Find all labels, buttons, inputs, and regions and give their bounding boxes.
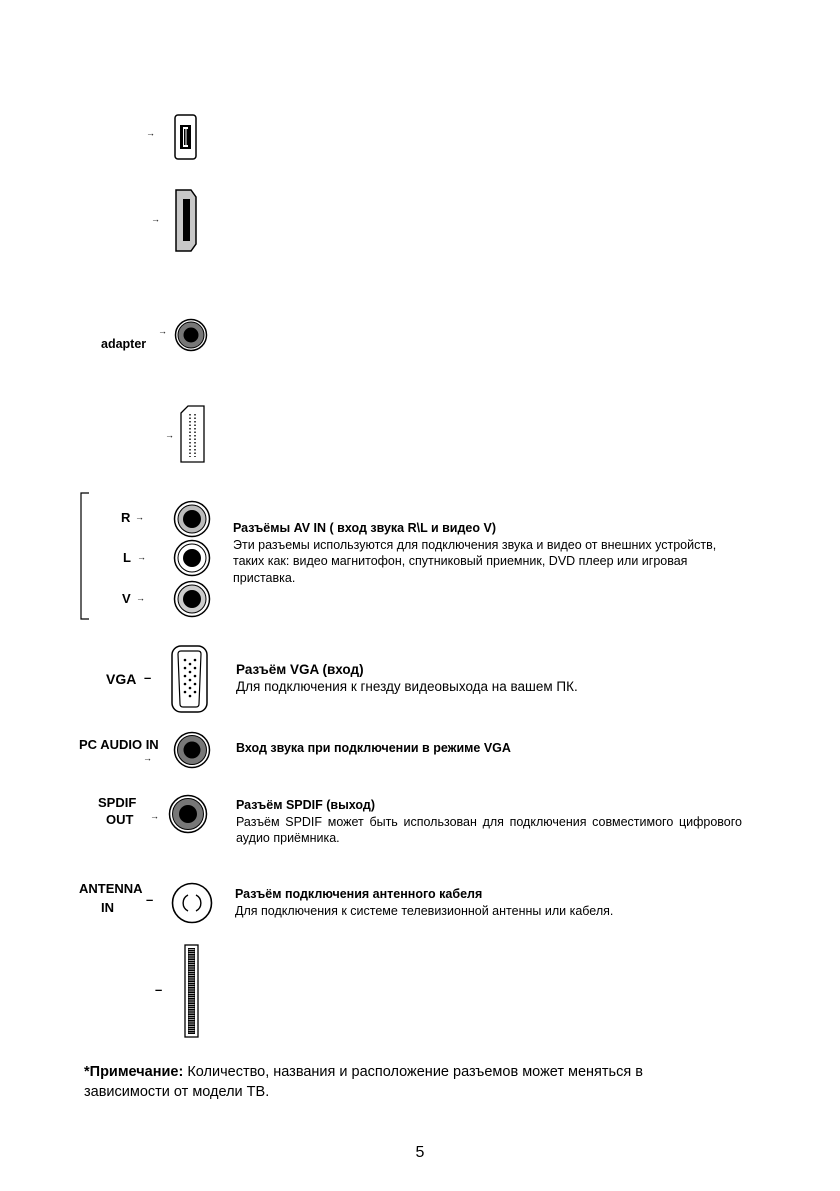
av-r-jack-icon [173,500,211,538]
footnote-prefix: *Примечание: [84,1064,184,1080]
vga-title: Разъём VGA (вход) [236,662,364,677]
av-in-body: Эти разъемы используются для подключения звука и видео от внешних устройств, таких как: видео магнитофон, спутниковый приемник, DVD плеер или игровая приставка. [233,537,717,585]
antenna-dash: – [146,892,154,907]
adapter-arrow: → [158,326,167,336]
page-number: 5 [415,1144,425,1161]
av-l-jack-icon [173,539,211,577]
usb-arrow: → [146,128,155,138]
vga-dash: – [144,670,152,685]
footnote-text: Количество, названия и расположение разъемов может меняться в зависимости от модели ТВ. [84,1064,643,1100]
av-r-arrow: → [135,512,144,522]
av-l-arrow: → [137,552,146,562]
spdif-label-line2: OUT [106,812,134,827]
spdif-body: Разъём SPDIF может быть использован для подключения совместимого цифрового аудио приёмника. [236,814,742,845]
usb-port-icon [174,114,198,160]
adapter-jack-icon [174,318,208,352]
vga-description [236,661,736,695]
antenna-description [235,886,735,919]
vga-body: Для подключения к гнезду видеовыхода на вашем ПК. [236,679,578,694]
pc-audio-label: PC AUDIO IN [79,737,159,752]
vga-port-icon [170,644,210,714]
spdif-arrow: → [150,811,159,821]
av-in-bracket [80,492,92,622]
vga-label: VGA [106,671,137,687]
av-v-jack-icon [173,580,211,618]
footnote [84,1062,724,1102]
antenna-body: Для подключения к системе телевизионной антенны или кабеля. [235,903,614,918]
spdif-title: Разъём SPDIF (выход) [236,798,375,812]
spdif-label-line1: SPDIF [98,795,137,810]
pc-audio-arrow: → [143,753,152,763]
antenna-title: Разъём подключения антенного кабеля [235,887,483,901]
adapter-label: adapter [101,337,147,351]
pc-audio-jack-icon [173,731,211,769]
scart-port-icon [180,405,206,463]
av-in-description [233,520,733,586]
antenna-jack-icon [171,882,213,924]
pc-audio-description [236,740,736,757]
av-r-label: R [121,510,131,525]
hdmi-arrow: → [151,214,160,224]
ci-slot-icon [184,944,200,1038]
antenna-label-line2: IN [101,900,114,915]
antenna-label-line1: ANTENNA [79,881,143,896]
av-l-label: L [123,550,131,565]
av-in-title: Разъёмы AV IN ( вход звука R\L и видео V) [233,521,496,535]
spdif-jack-icon [168,794,208,834]
ci-dash: – [155,982,163,997]
av-v-label: V [122,591,131,606]
scart-arrow: → [165,430,174,440]
hdmi-port-icon [174,188,198,253]
pc-audio-title: Вход звука при подключении в режиме VGA [236,741,511,755]
av-v-arrow: → [136,593,145,603]
spdif-description [236,797,742,847]
